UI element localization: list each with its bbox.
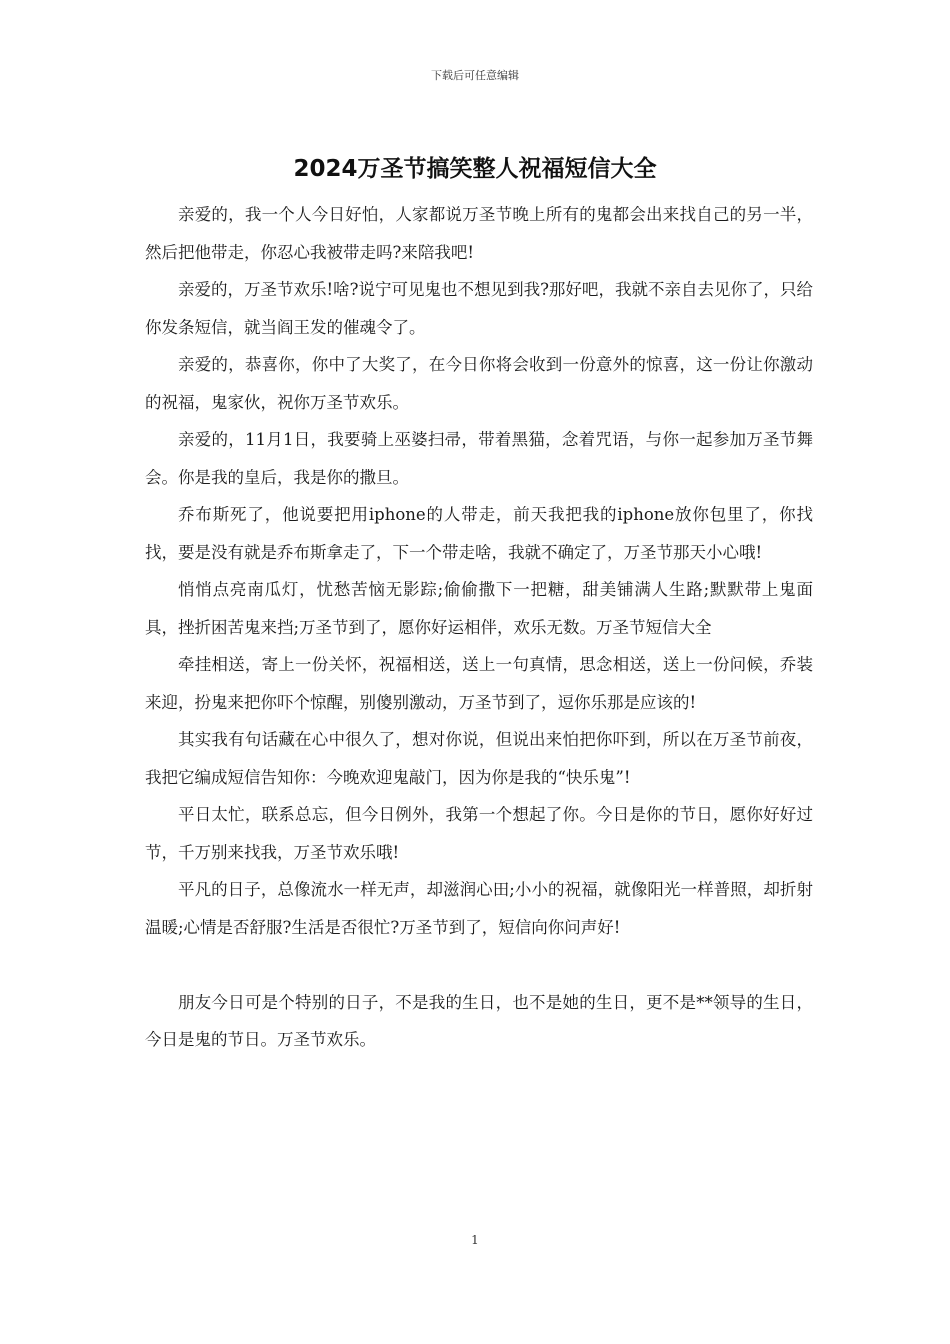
- paragraph-8: 其实我有句话藏在心中很久了，想对你说，但说出来怕把你吓到，所以在万圣节前夜，我把它编成短信告知你：今晚欢迎鬼敲门，因为你是我的“快乐鬼”!: [145, 730, 813, 787]
- page-number: 1: [471, 1233, 479, 1247]
- document-body: [145, 196, 813, 1059]
- paragraph-11: 朋友今日可是个特别的日子，不是我的生日，也不是她的生日，更不是**领导的生日，今日是鬼的节日。万圣节欢乐。: [145, 992, 813, 1049]
- page-header: 下载后可任意编辑: [431, 69, 519, 82]
- paragraph-7: 牵挂相送，寄上一份关怀，祝福相送，送上一句真情，思念相送，送上一份问候，乔装来迎，扮鬼来把你吓个惊醒，别傻别激动，万圣节到了，逗你乐那是应该的!: [145, 655, 813, 712]
- paragraph-10: 平凡的日子，总像流水一样无声，却滋润心田;小小的祝福，就像阳光一样普照，却折射温暖;心情是否舒服?生活是否很忙?万圣节到了，短信向你问声好!: [145, 880, 813, 937]
- paragraph-4: 亲爱的，11月1日，我要骑上巫婆扫帚，带着黑猫，念着咒语，与你一起参加万圣节舞会。你是我的皇后，我是你的撒旦。: [145, 430, 813, 487]
- document-title: 2024万圣节搞笑整人祝福短信大全: [293, 156, 657, 182]
- paragraph-1: 亲爱的，我一个人今日好怕，人家都说万圣节晚上所有的鬼都会出来找自己的另一半，然后把他带走，你忍心我被带走吗?来陪我吧!: [145, 205, 813, 262]
- paragraph-6: 悄悄点亮南瓜灯，忧愁苦恼无影踪;偷偷撒下一把糖，甜美铺满人生路;默默带上鬼面具，挫折困苦鬼来挡;万圣节到了，愿你好运相伴，欢乐无数。万圣节短信大全: [145, 580, 813, 637]
- paragraph-9: 平日太忙，联系总忘，但今日例外，我第一个想起了你。今日是你的节日，愿你好好过节，千万别来找我，万圣节欢乐哦!: [145, 805, 813, 862]
- paragraph-5: 乔布斯死了，他说要把用iphone的人带走，前天我把我的iphone放你包里了，你找找，要是没有就是乔布斯拿走了，下一个带走啥，我就不确定了，万圣节那天小心哦!: [145, 505, 813, 562]
- paragraph-3: 亲爱的，恭喜你，你中了大奖了，在今日你将会收到一份意外的惊喜，这一份让你激动的祝福，鬼家伙，祝你万圣节欢乐。: [145, 355, 813, 412]
- paragraph-2: 亲爱的，万圣节欢乐!啥?说宁可见鬼也不想见到我?那好吧，我就不亲自去见你了，只给你发条短信，就当阎王发的催魂令了。: [145, 280, 813, 337]
